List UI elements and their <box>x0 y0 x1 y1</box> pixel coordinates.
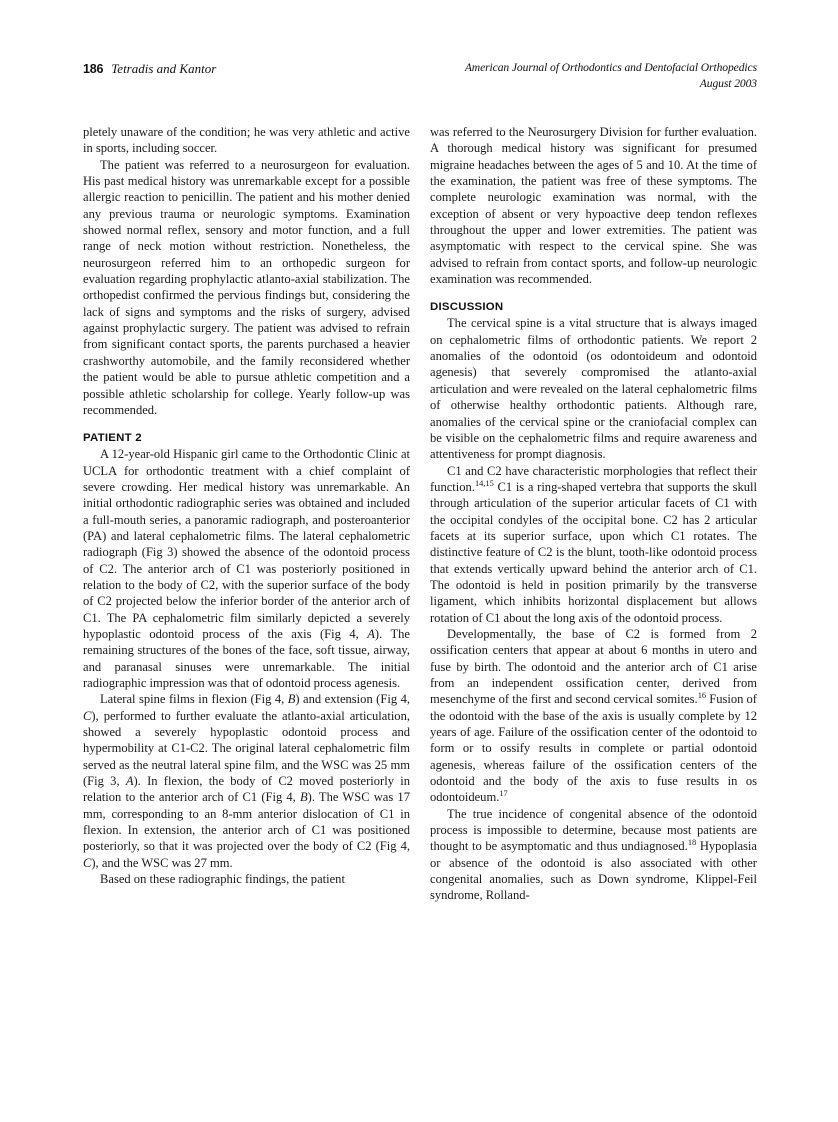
paragraph <box>430 806 757 904</box>
running-head-left <box>83 60 216 78</box>
paragraph-text: ) and extension (Fig 4, <box>295 692 410 707</box>
paragraph-text: C1 and C2 have characteristic morphologies that reflect their function. <box>430 463 757 494</box>
paragraph: The cervical spine is a vital structure that is always imaged on cephalometric films of orthodontic patients. We report 2 anomalies of the odontoid (os odontoideum and odontoid agenesis) that severely compromised the atlanto-axial articulation and were revealed on the lateral cephalometric films of otherwise healthy orthodontic patients. Although rare, anomalies of the cervical spine or the craniofacial complex can be visible on the cephalometric films and require awareness and attentiveness for prompt diagnosis. <box>430 316 757 462</box>
running-head-authors: Tetradis and Kantor <box>111 61 217 76</box>
paragraph <box>430 463 757 626</box>
journal-title: American Journal of Orthodontics and Dentofacial Orthopedics <box>464 61 757 74</box>
figure-ref-letter: B <box>300 790 308 805</box>
figure-ref-letter: A <box>125 774 134 789</box>
citation-superscript: 18 <box>687 838 697 848</box>
page-number: 186 <box>83 62 104 76</box>
body-columns <box>83 124 757 1074</box>
paragraph-text: ). In flexion, the body of C2 moved posteriorly in relation to the anterior arch of C1 (Fig 4, <box>83 774 410 805</box>
issue-date: August 2003 <box>699 76 757 90</box>
section-heading-patient-2: PATIENT 2 <box>83 431 142 444</box>
paragraph: The patient was referred to a neurosurgeon for evaluation. His past medical history was unremarkable except for a possible allergic reaction to penicillin. The patient and his mother denied any previous trauma or neurologic symptoms. Examination showed normal reflex, sensory and motor function, and a full range of neck motion without restriction. Nonetheless, the neurosurgeon referred him to an orthopedic surgeon for evaluation regarding prophylactic atlanto-axial stabilization. The orthopedist confirmed the pervious findings but, considering the lack of signs and symptoms and the risks of surgery, advised against prophylactic surgery. The patient was advised to refrain from significant contact sports, the parents purchased a heavier crashworthy automobile, and the family reconsidered whether the patient would be able to pursue athletic competition and a possible athletic scholarship for college. Yearly follow-up was recommended. <box>83 157 410 417</box>
citation-superscript: 14,15 <box>474 478 494 488</box>
figure-ref-letter: C <box>83 855 92 870</box>
paragraph-text: Lateral spine films in flexion (Fig 4, <box>100 692 288 707</box>
paragraph <box>430 626 757 806</box>
figure-ref-letter: B <box>287 692 296 707</box>
paragraph-text: Hypoplasia or absence of the odontoid is also associated with other congenital anomalies, such as Down syndrome, Klippel-Feil syndrome, Rolland- <box>430 839 757 903</box>
paragraph-text: ). The remaining structures of the bones of the face, soft tissue, airway, and paranasal sinuses were unremarkable. The initial radiographic impression was that of odontoid process agenesis. <box>83 626 410 690</box>
paragraph-continued: was referred to the Neurosurgery Division for further evaluation. A thorough medical history was significant for presumed migraine headaches between the ages of 5 and 10. At the time of the examination, the patient was free of these symptoms. The complete neurologic examination was normal, with the exception of absent or very hypoactive deep tendon reflexes throughout the upper and lower extremities. The patient was asymptomatic with respect to the cervical spine. She was advised to refrain from contact sports, and follow-up neurologic examination was recommended. <box>430 125 757 287</box>
running-head <box>83 60 757 94</box>
paragraph: Based on these radiographic findings, the patient <box>100 872 345 887</box>
running-head-right <box>465 60 757 91</box>
paragraph-text: Developmentally, the base of C2 is formed from 2 ossification centers that appear at about 6 months in utero and fuse by birth. The odontoid and the anterior arch of C1 arise from an independent ossification center, derived from mesenchyme of the first and second cervical somites. <box>430 626 757 707</box>
column-left <box>83 124 410 887</box>
column-right <box>430 124 757 904</box>
figure-ref-letter: A <box>367 626 375 641</box>
paragraph-text: C1 is a ring-shaped vertebra that supports the skull through articulation of the superior articular facets of C1 with the occipital condyles of the occipital bone. C2 has 2 articular facets at its superior surface, upon which C1 rotates. The distinctive feature of C2 is the blunt, tooth-like odontoid process that extends vertically upward behind the anterior arch of C1. The odontoid is held in position primarily by the transverse ligament, which inhibits horizontal displacement but allows rotation of C1 about the long axis of the odontoid process. <box>430 479 757 625</box>
paragraph-continued: pletely unaware of the condition; he was very athletic and active in sports, including soccer. <box>83 125 410 156</box>
section-heading-discussion: DISCUSSION <box>430 300 504 313</box>
paragraph-text: ), performed to further evaluate the atlanto-axial articulation, showed a severely hypoplastic odontoid process and hypermobility at C1-C2. The original lateral cephalometric film served as the neutral lateral spine film, and the WSC was 25 mm (Fig 3, <box>83 708 410 789</box>
paragraph <box>83 691 410 871</box>
citation-superscript: 17 <box>499 789 508 799</box>
paragraph-text: A 12-year-old Hispanic girl came to the Orthodontic Clinic at UCLA for orthodontic treatment with a chief complaint of severe crowding. Her medical history was unremarkable. An initial orthodontic radiographic series was obtained and included a full-mouth series, a panoramic radiograph, and posteroanterior (PA) and lateral cephalometric films. The lateral cephalometric radiograph (Fig 3) showed the absence of the odontoid process of C2. The anterior arch of C1 was posteriorly positioned in relation to the body of C2, with the superior surface of the body of C2 projected below the inferior border of the anterior arch of C1. The PA cephalometric film similarly depicted a severely hypoplastic odontoid process of the axis (Fig 4, <box>83 447 410 641</box>
paragraph-text: Fusion of the odontoid with the base of the axis is usually complete by 12 years of age. Failure of the ossification center of the odontoid to form or to ossify results in complete or partial odontoid agenesis, whereas failure of the ossification centers of the odontoid and the body of the axis to fuse results in os odontoideum. <box>430 692 757 805</box>
figure-ref-letter: C <box>83 708 92 723</box>
citation-superscript: 16 <box>697 691 707 701</box>
paragraph-text: ). The WSC was 17 mm, corresponding to an 8-mm anterior dislocation of C1 in flexion. In extension, the anterior arch of C1 was positioned posteriorly, so that it was projected over the body of C2 (Fig 4, <box>83 790 410 854</box>
paragraph-text: The true incidence of congenital absence of the odontoid process is impossible to determine, because most patients are thought to be asymptomatic and thus undiagnosed. <box>430 806 757 854</box>
paragraph <box>83 446 410 691</box>
paragraph-text: ), and the WSC was 27 mm. <box>91 855 233 870</box>
